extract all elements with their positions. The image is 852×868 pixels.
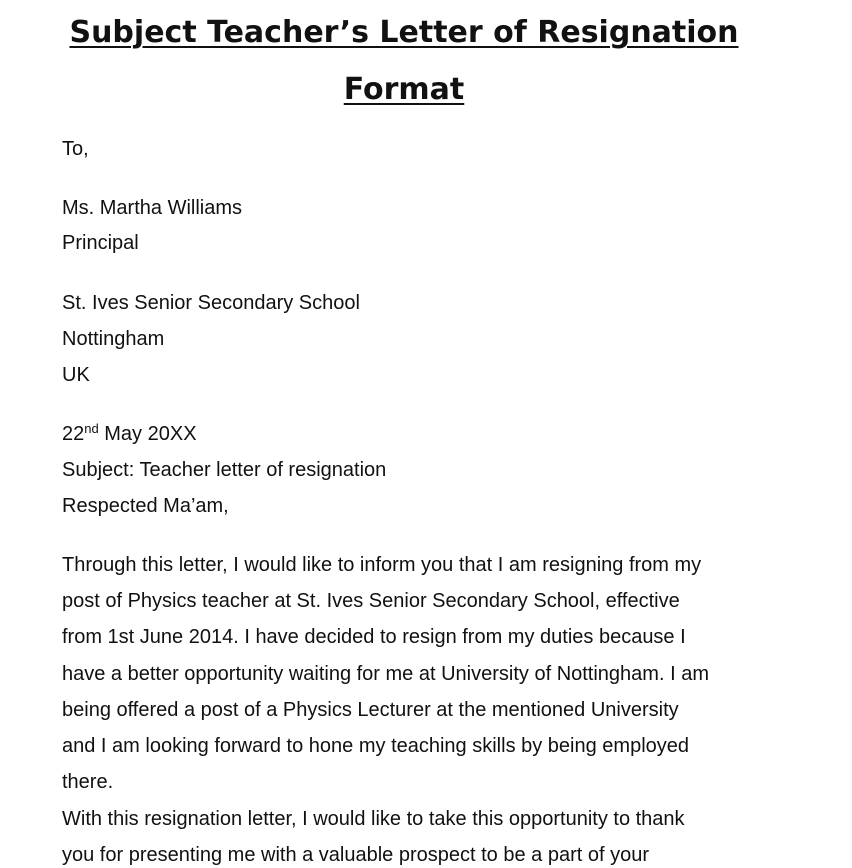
address-school: St. Ives Senior Secondary School (62, 292, 360, 314)
recipient-designation: Principal (62, 232, 139, 254)
document-title-line-2: Format (343, 72, 465, 107)
date-suffix: nd (84, 421, 99, 436)
body-paragraph-1-line: have a better opportunity waiting for me at University of Nottingham. I am (62, 663, 709, 685)
letter-salutation: Respected Ma’am, (62, 495, 229, 517)
body-paragraph-1-line: post of Physics teacher at St. Ives Senior Secondary School, effective (62, 590, 680, 612)
body-paragraph-1-line: there. (62, 771, 114, 793)
letter-subject: Subject: Teacher letter of resignation (62, 459, 387, 481)
greeting-to: To, (62, 138, 89, 160)
document-title-line-1: Subject Teacher’s Letter of Resignation (69, 15, 739, 50)
body-paragraph-1-line: from 1st June 2014. I have decided to resign from my duties because I (62, 626, 686, 648)
body-paragraph-1-line: Through this letter, I would like to inform you that I am resigning from my (62, 554, 702, 576)
date-rest: May 20XX (98, 423, 197, 445)
date-day: 22 (62, 423, 85, 445)
letter-date (62, 422, 197, 446)
address-country: UK (62, 364, 90, 386)
body-paragraph-1-line: and I am looking forward to hone my teaching skills by being employed (62, 735, 690, 757)
body-paragraph-2-line: With this resignation letter, I would like to take this opportunity to thank (62, 808, 685, 830)
recipient-name: Ms. Martha Williams (62, 197, 243, 219)
body-paragraph-2-line: you for presenting me with a valuable prospect to be a part of your (62, 844, 650, 866)
body-paragraph-1-line: being offered a post of a Physics Lecturer at the mentioned University (62, 699, 679, 721)
address-city: Nottingham (62, 328, 165, 350)
